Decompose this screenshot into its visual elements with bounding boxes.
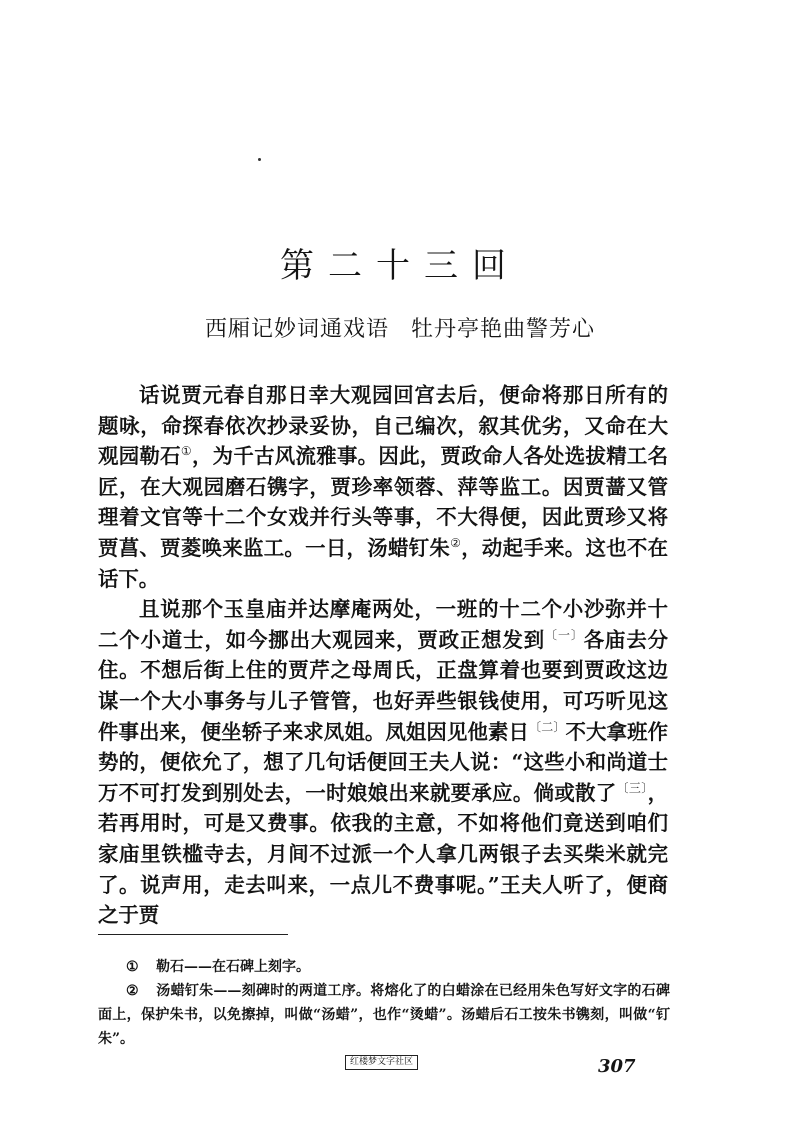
paragraph-text: ，若再用时，可是又费事。依我的主意，不如将他们竟送到咱们家庙里铁槛寺去，月间不过派一个人拿几两银子去买柴米就完了。说声用，走去叫来，一点儿不费事呢。”王夫人听了，便商之于贾 [98,780,668,928]
footnote [98,979,670,1051]
body-paragraph [98,380,668,594]
ink-speck [258,158,261,161]
footnote-text: 汤蜡钉朱——刻碑时的两道工序。将熔化了的白蜡涂在已经用朱色写好文字的石碑面上，保护朱书，以免擦掉，叫做“汤蜡”，也作“烫蜡”。汤蜡后石工按朱书镌刻，叫做“钉朱”。 [98,983,670,1047]
footnote-number: ② [126,983,139,999]
footnotes [98,955,670,1051]
footnote-number: ① [126,959,139,975]
footnote-mark: ① [180,444,192,459]
body-paragraph [98,594,668,931]
footnote-mark: 〔二〕 [529,719,566,734]
watermark-stamp: 红楼梦文字社区 [345,1055,418,1070]
paragraph-text: 且说那个玉皇庙并达摩庵两处，一班的十二个小沙弥并十二个小道士，如今挪出大观园来，贾政正想发到 [98,597,668,652]
subtitle-left: 西厢记妙词通戏语 [204,317,389,342]
paragraph-text: ，为千古风流雅事。因此，贾政命人各处选拔精工名匠，在大观园磨石镌字，贾珍率领蓉、萍等监工。因贾蔷又管理着文官等十二个女戏并行头等事，不大得便，因此贾珍又将贾菖、贾菱唤来监工。一日，汤蜡钉朱 [98,444,669,560]
chapter-title: 第二十三回 [280,246,520,286]
page-number: 307 [598,1056,636,1077]
body-text [98,380,668,931]
paragraph-text: ，动起手来。这也不在话下。 [98,535,669,591]
footnote-mark: ② [450,536,462,551]
footnote-mark: 〔一〕 [545,627,584,642]
subtitle-right: 牡丹亭艳曲警芳心 [411,317,596,342]
paragraph-text: 话说贾元春自那日幸大观园回宫去后，便命将那日所有的题咏，命探春依次抄录妥协，自己编次，叙其优劣，又命在大观园勒石 [98,383,668,469]
footnote-divider [98,934,288,935]
footnote-mark: 〔三〕 [616,780,648,795]
chapter-subtitle [0,312,800,343]
footnote [98,955,670,979]
paragraph-text: 不大拿班作势的，便依允了，想了几句话便回王夫人说：“这些小和尚道士万不可打发到别处去，一时娘娘出来就要承应。倘或散了 [98,719,668,805]
footnote-text: 勒石——在石碑上刻字。 [156,959,310,975]
paragraph-text: 各庙去分住。不想后街上住的贾芹之母周氏，正盘算着也要到贾政这边谋一个大小事务与儿子管管，也好弄些银钱使用，可巧听见这件事出来，便坐轿子来求凤姐。凤姐因见他素日 [98,627,669,744]
